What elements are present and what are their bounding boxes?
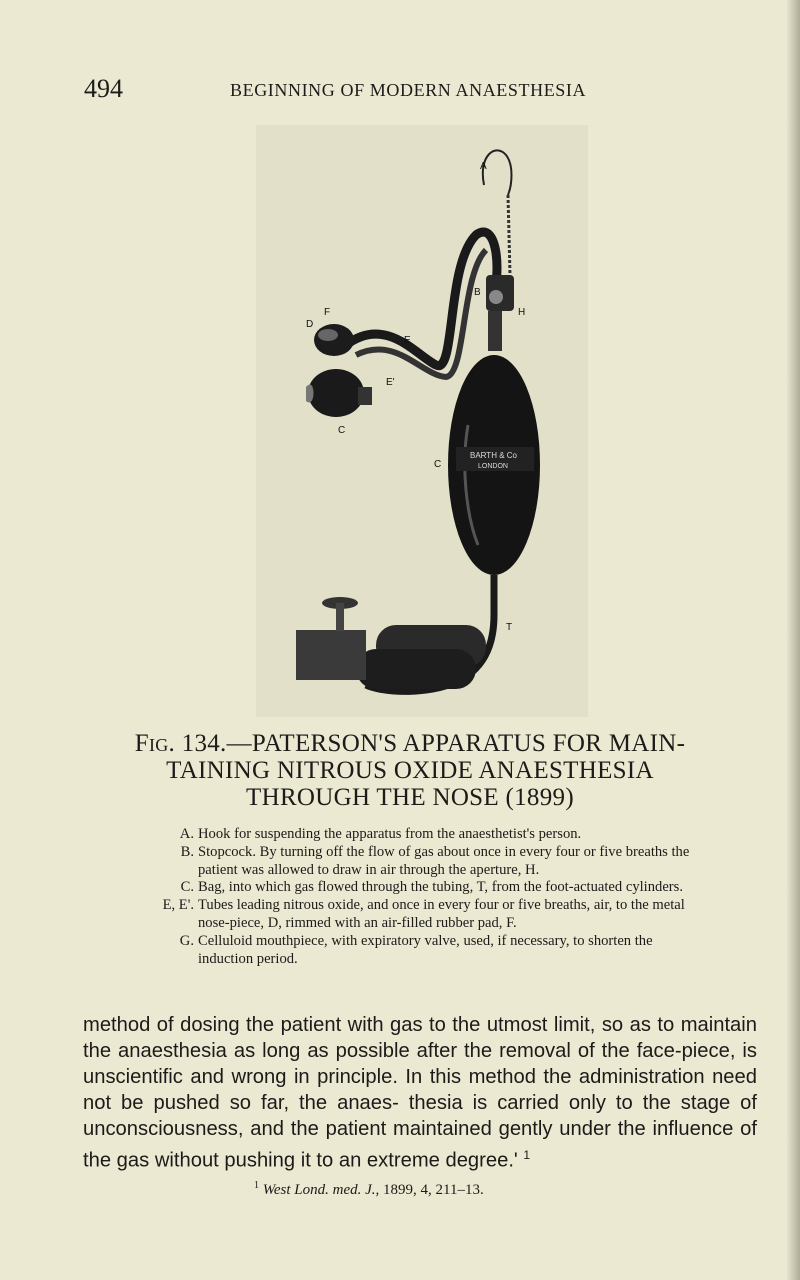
hook-chain-shape [508, 195, 510, 275]
legend-text: Tubes leading nitrous oxide, and once in every four or five breaths, air, to the metal nose-piece, D, rimmed with an air-filled rubber pad, F. [198, 897, 685, 931]
letter-e: E [404, 335, 411, 346]
legend-key: C. [180, 879, 194, 896]
legend-item [100, 897, 700, 933]
nose-piece-pad-shape [318, 329, 338, 341]
legend-key: A. [179, 826, 194, 842]
caption-line-1 [110, 730, 710, 757]
page-header [84, 74, 740, 108]
legend-item [100, 844, 700, 880]
caption-line-3: THROUGH THE NOSE (1899) [246, 784, 574, 811]
legend-key: E, E'. [162, 897, 194, 914]
letter-a: A [480, 161, 487, 172]
running-title: BEGINNING OF MODERN ANAESTHESIA [230, 80, 587, 100]
legend-text: Stopcock. By turning off the flow of gas about once in every four or five breaths the patient was allowed to draw in air through the aperture, H. [198, 843, 690, 878]
footnote [254, 1180, 484, 1199]
page-edge-shadow [786, 0, 800, 1280]
caption-line-1-text: —PATERSON'S APPARATUS FOR MAIN- [226, 730, 686, 757]
mouthpiece-shape [308, 369, 364, 417]
letter-d: D [306, 319, 314, 330]
bag-label-line-2: LONDON [478, 463, 508, 470]
body-paragraph-text: method of dosing the patient with gas to the utmost limit, so as to maintain the anaesthesia as long as possible after the removal of the face-piece, is unscientific and wrong in principle. In this method the administration need not be pushed so far, the anaes- thesia is carried only to the stage of unconsciousness, and the patient maintained gently under the influence of the gas without pushing it to an extreme degree.' [83, 1014, 757, 1172]
cylinder-lower-shape [356, 649, 476, 689]
letter-c-left: C [338, 425, 346, 436]
legend-text: Hook for suspending the apparatus from the anaesthetist's person. [198, 826, 582, 842]
bag-label-line-1: BARTH & Co [470, 451, 517, 460]
legend-text: Celluloid mouthpiece, with expiratory valve, used, if necessary, to shorten the induction period. [198, 932, 653, 967]
letter-t: T [506, 622, 513, 633]
apparatus-drawing [256, 125, 588, 717]
apparatus-illustration [256, 125, 588, 717]
caption-line-2: TAINING NITROUS OXIDE ANAESTHESIA [166, 757, 654, 784]
letter-b: B [474, 287, 481, 298]
legend-key: G. [179, 932, 194, 949]
letter-e-prime: E' [386, 377, 395, 388]
legend-text: Bag, into which gas flowed through the tubing, T, from the foot-actuated cylinders. [198, 879, 683, 896]
figure-legend [100, 826, 700, 968]
footnote-journal: West Lond. med. J., [262, 1182, 380, 1198]
cylinder-stem-shape [336, 603, 344, 631]
figure-label: Fig. 134. [134, 730, 227, 757]
legend-key: B. [180, 843, 194, 860]
footnote-citation: 1899, 4, 211–13. [379, 1182, 484, 1198]
figure-caption [110, 730, 710, 811]
legend-item [100, 933, 700, 969]
footnote-marker: 1 [254, 1180, 259, 1191]
tube-e-shape [346, 232, 497, 366]
bag-neck-shape [488, 311, 502, 351]
letter-f: F [324, 307, 331, 318]
body-paragraph [83, 1012, 757, 1174]
legend-item [100, 826, 700, 844]
letter-c-right: C [434, 459, 442, 470]
letter-h: H [518, 307, 526, 318]
legend-item [100, 879, 700, 897]
cylinder-valves-shape [296, 630, 366, 680]
page-number: 494 [84, 74, 123, 103]
mouthpiece-connector-shape [358, 387, 372, 405]
stopcock-valve-shape [489, 290, 503, 304]
nose-piece-shape [314, 324, 354, 356]
footnote-reference: 1 [523, 1148, 531, 1162]
hook-shape [483, 150, 512, 195]
